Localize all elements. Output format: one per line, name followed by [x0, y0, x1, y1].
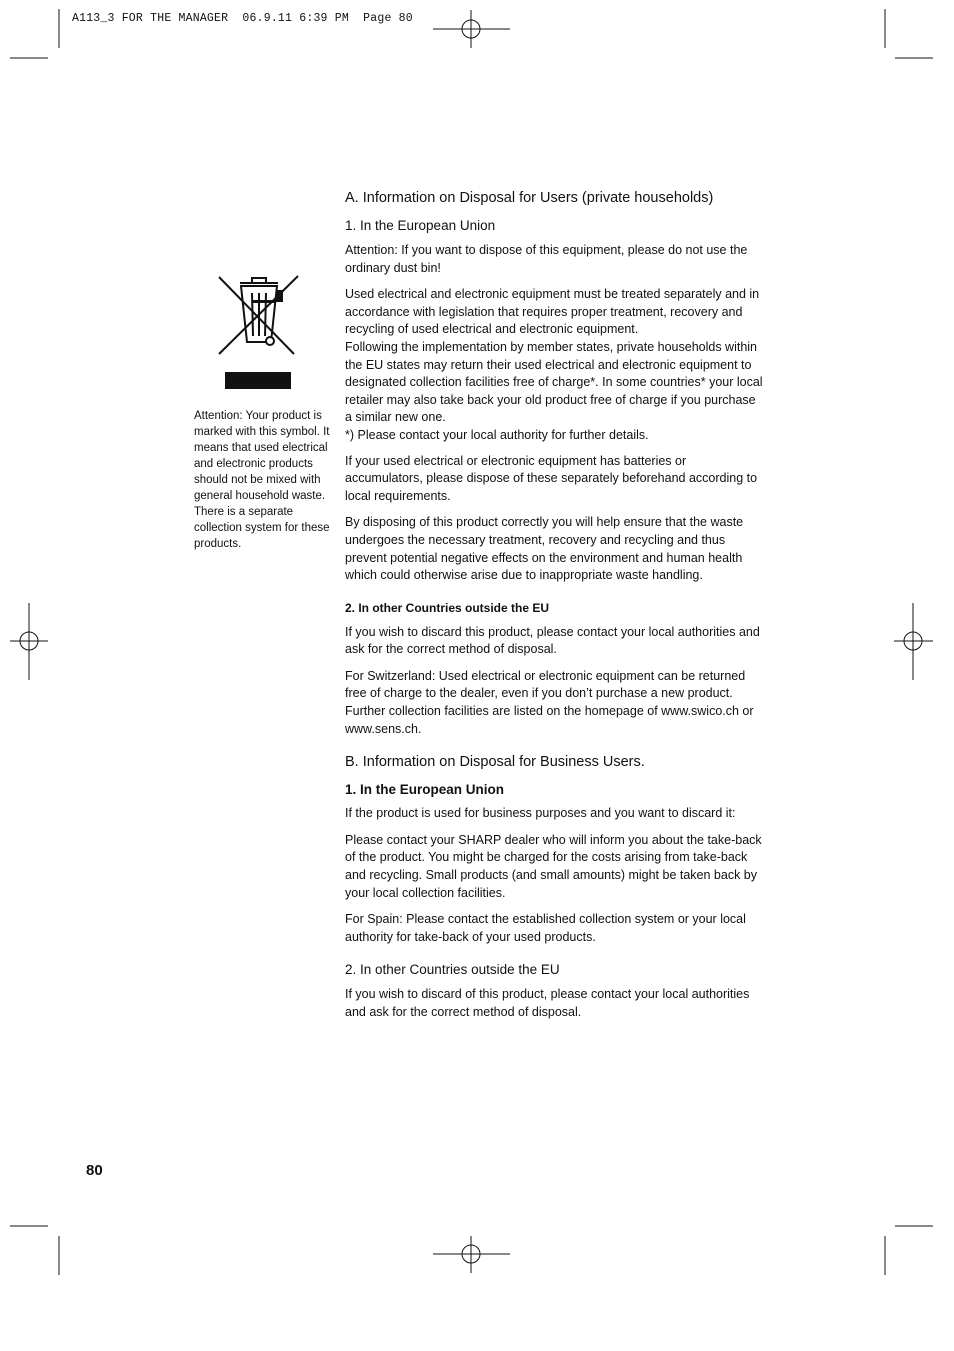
symbol-attention-note: Attention: Your product is marked with this symbol. It means that used electrical and electronic products should not be mixed with general household waste. There is a separate collection system for these products.: [194, 410, 330, 550]
section-a-eu-paragraph: If your used electrical or electronic equipment has batteries or accumulators, please dispose of these separately beforehand according to local requirements.: [345, 453, 758, 503]
paragraph-line: *) Please contact your local authority for further details.: [345, 427, 649, 442]
section-b-eu-paragraph: For Spain: Please contact the established collection system or your local authority for take-back of your used products.: [345, 912, 746, 944]
section-a-heading: A. Information on Disposal for Users (private households): [345, 190, 714, 206]
section-a-other-heading: 2. In other Countries outside the EU: [345, 600, 550, 615]
weee-symbol-bar: [225, 372, 291, 389]
section-b-other-heading: 2. In other Countries outside the EU: [345, 962, 560, 978]
section-b-eu-paragraph: If the product is used for business purposes and you want to discard it:: [345, 806, 736, 821]
section-b-eu-heading: 1. In the European Union: [345, 782, 505, 798]
registration-mark-left: [10, 603, 48, 680]
section-b-eu-paragraph: Please contact your SHARP dealer who will inform you about the take-back of the product. You might be charged for the costs arising from take-back and recycling. Small products (and small amounts) might be taken back by your local collection facilities.: [345, 832, 762, 900]
section-a-eu-heading: 1. In the European Union: [345, 218, 496, 233]
paragraph-line: Following the implementation by member states, private households within the EU states may return their used electrical and electronic equipment to designated collection facilities free of charge*. In some countries* your local retailer may also take back your old product free of charge if you purchase a similar new one.: [345, 339, 763, 425]
print-slug: A113_3 FOR THE MANAGER 06.9.11 6:39 PM Page 80: [72, 12, 413, 25]
registration-mark-right: [894, 603, 933, 680]
disposal-information: [345, 190, 765, 1031]
section-a-eu-paragraph: By disposing of this product correctly you will help ensure that the waste undergoes the necessary treatment, recovery and recycling and thus prevent potential negative effects on the environment and human health which could otherwise arise due to inappropriate waste handling.: [345, 515, 744, 583]
section-a-eu-paragraph: [345, 286, 765, 444]
section-a-other-paragraph: For Switzerland: Used electrical or electronic equipment can be returned free of charge to the dealer, even if you don’t purchase a new product. Further collection facilities are listed on the homepage of www.swico.ch or www.sens.ch.: [345, 668, 754, 736]
page-number: 80: [86, 1162, 103, 1179]
section-a-eu-paragraph: Attention: If you want to dispose of this equipment, please do not use the ordinary dust bin!: [345, 243, 748, 275]
paragraph-line: Used electrical and electronic equipment must be treated separately and in accordance with legislation that requires proper treatment, recovery and recycling of used electrical and electronic equipment.: [345, 287, 760, 337]
section-a-other-paragraph: If you wish to discard this product, please contact your local authorities and ask for the correct method of disposal.: [345, 624, 760, 657]
section-b-other-paragraph: If you wish to discard of this product, please contact your local authorities and ask for the correct method of disposal.: [345, 987, 750, 1019]
registration-mark-bottom: [433, 1236, 510, 1273]
registration-mark-top: [433, 10, 510, 48]
crossed-out-wheelie-bin-icon: [214, 272, 304, 362]
section-b-heading: B. Information on Disposal for Business Users.: [345, 754, 645, 771]
